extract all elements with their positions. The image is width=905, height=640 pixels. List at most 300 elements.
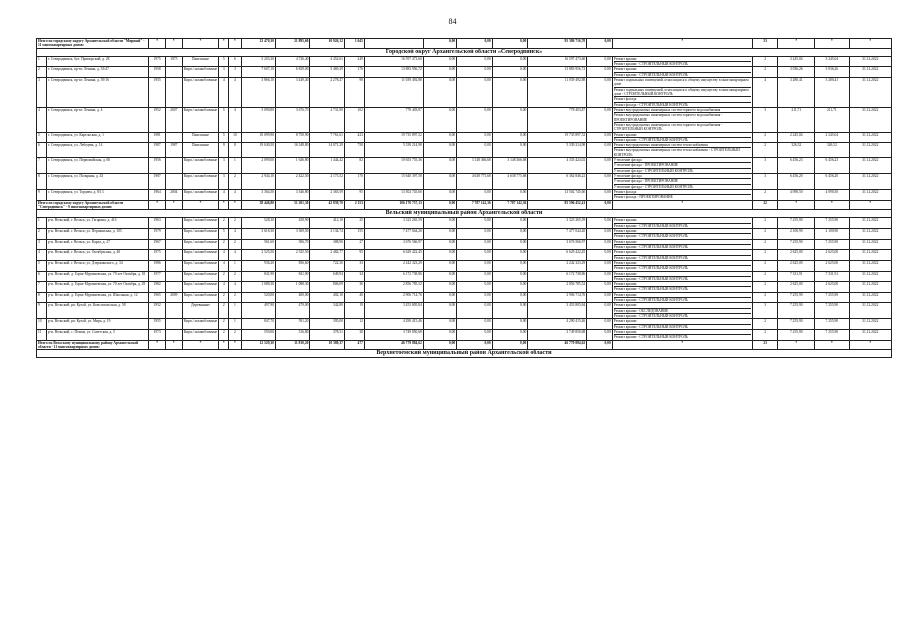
row-floors: 5 [219, 56, 229, 67]
total-fund-3: 7 787 142,36 [492, 200, 528, 210]
row-max-cost: 6 456,23 [815, 158, 849, 174]
row-floors: 9 [219, 143, 229, 158]
row-year-overhaul [165, 271, 182, 282]
row-entrances: 1 [229, 158, 241, 174]
row-cost: 3 749 850,68 [364, 329, 423, 340]
total-area-living: 21 895,60 [276, 39, 310, 49]
row-area-living: 591,20 [276, 319, 310, 330]
row-area-residential: 7 761,61 [310, 132, 344, 143]
row-area-living: 856,60 [276, 260, 310, 271]
row-completion-date: 31.12.2022 [849, 189, 891, 200]
row-completion-date: 31.12.2022 [849, 174, 891, 190]
row-area-living: 16 348,80 [276, 143, 310, 158]
row-cost: 3 323 265,59 [364, 218, 423, 229]
page-number: 84 [448, 17, 457, 26]
total-mark: * [182, 340, 219, 350]
work-item: Ремонт фасада - ПРОЕКТИРОВАНИЕ [613, 195, 673, 200]
row-units: 2 [752, 282, 778, 293]
total-area-residential: 10 380,37 [310, 340, 344, 350]
row-units: 2 [752, 218, 778, 229]
row-area-living: 841,90 [276, 271, 310, 282]
row-number: 9 [37, 189, 47, 200]
row-completion-date: 31.12.2022 [849, 143, 891, 158]
row-cost: 2 856 785,52 [364, 282, 423, 293]
row-number: 4 [37, 107, 47, 132]
total-mark: * [182, 39, 219, 49]
row-unit-cost: 4 090,50 [778, 189, 815, 200]
row-fund-local: 19 735 897,52 [528, 132, 587, 143]
row-year-built: 1956 [149, 158, 166, 174]
row-entrances: 2 [229, 271, 241, 282]
row-year-built: 1967 [149, 239, 166, 250]
work-item: Ремонт крыши [614, 282, 751, 287]
table-row [37, 303, 892, 319]
row-area-total: 3 090,80 [241, 107, 275, 132]
total-residents: 477 [344, 340, 364, 350]
row-fund-2: 0,00 [457, 260, 493, 271]
row-area-residential: 395,00 [310, 319, 344, 330]
total-mark: * [182, 200, 219, 210]
row-number: 6 [37, 143, 47, 158]
row-area-living: 4 726,40 [276, 56, 310, 67]
row-floors: 5 [219, 229, 229, 240]
row-fund-local: 6 362 846,22 [528, 174, 587, 190]
total-cost: 106 170 737,13 [364, 200, 423, 210]
row-unit-cost: 7 255,90 [778, 329, 815, 340]
row-works [612, 239, 752, 250]
total-mark: * [219, 200, 229, 210]
row-residents: 27 [344, 239, 364, 250]
total-units: 23 [752, 340, 778, 350]
row-area-total: 528,30 [241, 218, 275, 229]
row-max-cost: 326,52 [815, 143, 849, 158]
work-item: Утепление фасада - СТРОИТЕЛЬНЫЙ КОНТРОЛЬ [613, 168, 694, 173]
row-wall-material: Деревянные [182, 303, 219, 319]
table-row [37, 143, 892, 158]
work-item: Ремонт крыши - СТРОИТЕЛЬНЫЙ КОНТРОЛЬ [613, 298, 688, 303]
work-item: Ремонт крыши [614, 272, 751, 277]
row-area-living: 400,00 [276, 292, 310, 303]
total-mark: * [149, 340, 166, 350]
work-item: Ремонт подвальных помещений, относящихся к общему имуществу в многоквартирном доме [614, 78, 751, 88]
row-floors: 3 [219, 67, 229, 78]
row-unit-cost: 2 245,04 [778, 132, 815, 143]
row-fund-2: 0,00 [457, 218, 493, 229]
total-fund-local: 46 779 884,62 [528, 340, 587, 350]
row-fund-2: 0,00 [457, 239, 493, 250]
row-fund-2: 0,00 [457, 319, 493, 330]
row-residents: 155 [344, 229, 364, 240]
row-area-total: 10 099,90 [241, 132, 275, 143]
row-fund-owners: 0,00 [587, 189, 613, 200]
row-fund-1: 0,00 [423, 189, 456, 200]
row-fund-3: 0,00 [492, 239, 528, 250]
row-residents: 34 [344, 271, 364, 282]
work-item: Утепление фасада [614, 174, 751, 179]
row-fund-2: 3 148 366,68 [457, 158, 493, 174]
row-year-built: 1973 [149, 329, 166, 340]
row-area-residential: 2 731,90 [310, 107, 344, 132]
row-wall-material: Кирп./ шлакоблочные [182, 189, 219, 200]
row-fund-1: 0,00 [423, 107, 456, 132]
row-max-cost: 3 280,41 [815, 78, 849, 108]
repair-register-table [36, 38, 892, 358]
row-year-built: 1958 [149, 67, 166, 78]
row-year-built: 1965 [149, 292, 166, 303]
row-unit-cost: 3 280,41 [778, 78, 815, 108]
row-fund-3: 0,00 [492, 143, 528, 158]
work-item: Ремонт крыши [614, 261, 751, 266]
row-fund-owners: 0,00 [587, 260, 613, 271]
row-completion-date: 31.12.2022 [849, 229, 891, 240]
row-floors: 2 [219, 239, 229, 250]
region-header [37, 210, 892, 218]
row-works [612, 189, 752, 200]
row-fund-3: 4 638 775,68 [492, 174, 528, 190]
row-completion-date: 31.12.2022 [849, 239, 891, 250]
row-works [612, 132, 752, 143]
table-row [37, 107, 892, 132]
work-item: Утепление фасада - ПРОЕКТИРОВАНИЕ [614, 163, 751, 168]
row-entrances: 4 [229, 229, 241, 240]
row-units: 2 [752, 189, 778, 200]
total-fund-owners: 0,00 [587, 200, 613, 210]
table-row [37, 189, 892, 200]
total-fund-3: 0,00 [492, 39, 528, 49]
row-wall-material: Кирп./ шлакоблочные [182, 107, 219, 132]
table-row [37, 292, 892, 303]
work-item: Ремонт крыши - СТРОИТЕЛЬНЫЙ КОНТРОЛЬ [613, 314, 688, 318]
work-item: Ремонт крыши - СТРОИТЕЛЬНЫЙ КОНТРОЛЬ [613, 324, 688, 329]
row-completion-date: 31.12.2022 [849, 329, 891, 340]
row-wall-material: Кирп./ шлакоблочные [182, 229, 219, 240]
table-row [37, 239, 892, 250]
row-number: 7 [37, 282, 47, 293]
row-year-overhaul [165, 174, 182, 190]
row-unit-cost: 2 625,00 [778, 250, 815, 261]
row-fund-1: 0,00 [423, 218, 456, 229]
row-units: 3 [752, 174, 778, 190]
total-mark: * [815, 39, 849, 49]
row-fund-owners: 0,00 [587, 56, 613, 67]
region-header [37, 48, 892, 56]
region-name: Вельский муниципальный район Архангельской области [37, 210, 892, 218]
total-mark: * [778, 39, 815, 49]
row-area-living: 458,90 [276, 218, 310, 229]
row-cost: 16 597 473,60 [364, 56, 423, 67]
row-fund-3: 0,00 [492, 260, 528, 271]
work-item: Ремонт фасада - СТРОИТЕЛЬНЫЙ КОНТРОЛЬ [613, 102, 688, 107]
row-fund-2: 0,00 [457, 329, 493, 340]
row-completion-date: 31.12.2022 [849, 319, 891, 330]
row-fund-2: 0,00 [457, 189, 493, 200]
work-item: Ремонт внутридомовых инженерных систем горячего водоснабжения - ПРОЕКТИРОВАНИЕ [614, 113, 751, 123]
row-entrances: 6 [229, 56, 241, 67]
row-address: г. Северодвинск, бул. Приморский, д. 28 [47, 56, 149, 67]
row-works [612, 271, 752, 282]
row-fund-2: 0,00 [457, 271, 493, 282]
row-units: 2 [752, 56, 778, 67]
row-year-built: 1986 [149, 260, 166, 271]
row-year-built: 1955 [149, 78, 166, 108]
total-area-residential: 10 926,12 [310, 39, 344, 49]
row-wall-material: Кирп./ шлакоблочные [182, 329, 219, 340]
row-residents: 30 [344, 329, 364, 340]
total-units: 53 [752, 39, 778, 49]
total-mark: * [229, 340, 241, 350]
total-label: Итого по Вельскому муниципальному району Архангельской области - 11 многоквартирных домов: [37, 340, 149, 350]
row-year-built: 1952 [149, 303, 166, 319]
row-number: 3 [37, 78, 47, 108]
row-unit-cost: 6 456,20 [778, 174, 815, 190]
row-cost: 778 403,87 [364, 107, 423, 132]
total-fund-3: 0,00 [492, 340, 528, 350]
row-floors: 3 [219, 158, 229, 174]
row-fund-local: 3 453 805,84 [528, 303, 587, 319]
row-fund-owners: 0,00 [587, 229, 613, 240]
row-year-overhaul [165, 229, 182, 240]
row-residents: 12 [344, 319, 364, 330]
work-item: Ремонт крыши [614, 330, 751, 335]
row-area-total: 497,90 [241, 303, 275, 319]
row-area-total: 3 364,50 [241, 189, 275, 200]
row-fund-local: 3 749 850,68 [528, 329, 587, 340]
region-header [37, 350, 892, 358]
total-area-residential: 42 839,70 [310, 200, 344, 210]
row-fund-owners: 0,00 [587, 107, 613, 132]
row-units: 2 [752, 271, 778, 282]
row-area-residential: 14 071,29 [310, 143, 344, 158]
row-residents: 249 [344, 56, 364, 67]
row-number: 2 [37, 67, 47, 78]
work-item: Ремонт крыши - СТРОИТЕЛЬНЫЙ КОНТРОЛЬ [613, 72, 688, 77]
row-fund-owners: 0,00 [587, 143, 613, 158]
row-fund-local: 4 335 424,02 [528, 158, 587, 174]
row-area-total: 841,90 [241, 271, 275, 282]
row-address: г. Северодвинск, пр-кт. Ленина, д. 4 [47, 107, 149, 132]
table-row [37, 174, 892, 190]
row-residents: 758 [344, 143, 364, 158]
row-area-total: 847,70 [241, 319, 275, 330]
total-fund-2: 7 787 142,36 [457, 200, 493, 210]
row-year-overhaul [165, 67, 182, 78]
row-fund-2: 0,00 [457, 132, 493, 143]
row-address: р-н. Вельский, д. Горка-Муравьевская, ул. Школьная, д. 12 [47, 292, 149, 303]
row-fund-3: 0,00 [492, 292, 528, 303]
row-works [612, 67, 752, 78]
total-fund-1: 0,00 [423, 39, 456, 49]
total-mark: * [165, 200, 182, 210]
total-mark: * [229, 200, 241, 210]
row-max-cost: 2 625,00 [815, 250, 849, 261]
row-fund-2: 0,00 [457, 67, 493, 78]
row-wall-material: Кирп./ шлакоблочные [182, 271, 219, 282]
row-number: 8 [37, 174, 47, 190]
row-area-residential: 3 134,74 [310, 229, 344, 240]
row-residents: 102 [344, 107, 364, 132]
row-fund-3: 0,00 [492, 319, 528, 330]
row-fund-owners: 0,00 [587, 271, 613, 282]
table-row [37, 282, 892, 293]
row-area-total: 7 607,10 [241, 67, 275, 78]
row-fund-3: 3 148 366,68 [492, 158, 528, 174]
row-area-residential: 2 365,59 [310, 189, 344, 200]
total-works-mark: * [612, 39, 752, 49]
row-address: г. Северодвинск, пр-кт. Ленина, д. 33/47 [47, 67, 149, 78]
row-wall-material: Кирп./ шлакоблочные [182, 78, 219, 108]
row-area-total: 2 525,50 [241, 250, 275, 261]
row-year-overhaul: 1987 [165, 143, 182, 158]
row-address: г. Северодвинск, пр-кт. Ленина, д. 39/16 [47, 78, 149, 108]
table-row [37, 329, 892, 340]
work-item: Ремонт крыши [614, 293, 751, 298]
row-area-living: 8 750,90 [276, 132, 310, 143]
total-fund-local: 85 596 452,41 [528, 200, 587, 210]
row-floors: 4 [219, 189, 229, 200]
row-fund-owners: 0,00 [587, 67, 613, 78]
row-fund-owners: 0,00 [587, 250, 613, 261]
row-floors: 2 [219, 319, 229, 330]
total-units: 22 [752, 200, 778, 210]
total-row-mirny [37, 39, 892, 49]
row-wall-material: Кирп./ шлакоблочные [182, 174, 219, 190]
row-floors: 3 [219, 174, 229, 190]
total-works-mark: * [612, 200, 752, 210]
row-units: 2 [752, 239, 778, 250]
region-name: Городской округ Архангельской области «Северодвинск» [37, 48, 892, 56]
total-cost: 46 779 884,62 [364, 340, 423, 350]
work-item: Ремонт крыши - СТРОИТЕЛЬНЫЙ КОНТРОЛЬ [613, 287, 688, 292]
row-number: 10 [37, 319, 47, 330]
row-max-cost: 2 100,90 [815, 229, 849, 240]
total-mark: * [815, 340, 849, 350]
row-units: 2 [752, 329, 778, 340]
row-fund-2: 0,00 [457, 107, 493, 132]
total-fund-1: 0,00 [423, 340, 456, 350]
row-cost: 3 676 566,97 [364, 239, 423, 250]
total-fund-1: 0,00 [423, 200, 456, 210]
total-row-region [37, 200, 892, 210]
row-area-residential: 388,90 [310, 239, 344, 250]
row-year-overhaul [165, 158, 182, 174]
row-fund-local: 16 597 473,60 [528, 56, 587, 67]
row-area-living: 3 346,80 [276, 189, 310, 200]
row-fund-local: 2 856 785,52 [528, 282, 587, 293]
row-fund-3: 0,00 [492, 303, 528, 319]
row-fund-local: 7 477 044,20 [528, 229, 587, 240]
row-completion-date: 31.12.2022 [849, 282, 891, 293]
row-fund-1: 0,00 [423, 303, 456, 319]
row-completion-date: 31.12.2022 [849, 250, 891, 261]
total-mark: * [229, 39, 241, 49]
work-item: Ремонт подвальных помещений, относящихся к общему имуществу в многоквартирном доме - СТРОИТЕЛЬНЫЙ КОНТРОЛЬ [614, 88, 751, 98]
table-row [37, 250, 892, 261]
total-mark: * [149, 200, 166, 210]
row-fund-3: 0,00 [492, 56, 528, 67]
row-fund-local: 2 242 323,29 [528, 260, 587, 271]
row-entrances: 1 [229, 319, 241, 330]
row-fund-3: 0,00 [492, 329, 528, 340]
row-max-cost: 7 255,90 [815, 319, 849, 330]
row-year-overhaul [165, 250, 182, 261]
row-fund-3: 0,00 [492, 218, 528, 229]
work-item: Утепление фасада - СТРОИТЕЛЬНЫЙ КОНТРОЛЬ [613, 184, 694, 189]
row-floors: 2 [219, 292, 229, 303]
row-address: р-н. Вельский, рп. Кулой, ул. Мира, д. 19 [47, 319, 149, 330]
row-fund-2: 4 638 775,68 [457, 174, 493, 190]
row-residents: 170 [344, 174, 364, 190]
row-area-total: 561,60 [241, 239, 275, 250]
row-fund-owners: 0,00 [587, 132, 613, 143]
row-area-living: 2 525,50 [276, 250, 310, 261]
row-address: р-н. Вельский, г. Вельск, ул. Дзержинского, д. 34 [47, 260, 149, 271]
row-fund-local: 6 629 422,45 [528, 250, 587, 261]
work-item: Ремонт крыши - СТРОИТЕЛЬНЫЙ КОНТРОЛЬ [613, 255, 688, 260]
row-max-cost: 2 625,00 [815, 260, 849, 271]
row-max-cost: 2 245,04 [815, 132, 849, 143]
work-item: Ремонт крыши - СТРОИТЕЛЬНЫЙ КОНТРОЛЬ [613, 62, 688, 67]
row-area-total: 2 944,10 [241, 174, 275, 190]
row-fund-1: 0,00 [423, 260, 456, 271]
row-residents: 423 [344, 132, 364, 143]
row-address: р-н. Вельский, г. Вельск, ул. Карла, д. 27 [47, 239, 149, 250]
row-fund-3: 0,00 [492, 78, 528, 108]
work-item: Утепление фасада - ПРОЕКТИРОВАНИЕ [614, 179, 751, 184]
row-fund-owners: 0,00 [587, 282, 613, 293]
row-year-overhaul [165, 260, 182, 271]
row-area-total: 936,20 [241, 260, 275, 271]
row-unit-cost: 7 255,90 [778, 218, 815, 229]
table-row [37, 218, 892, 229]
row-fund-local: 3 676 566,97 [528, 239, 587, 250]
row-wall-material: Кирп./ шлакоблочные [182, 239, 219, 250]
row-number: 1 [37, 56, 47, 67]
row-fund-owners: 0,00 [587, 218, 613, 229]
row-year-built: 1979 [149, 229, 166, 240]
row-unit-cost: 3 036,26 [778, 67, 815, 78]
row-fund-owners: 0,00 [587, 319, 613, 330]
row-fund-1: 0,00 [423, 292, 456, 303]
row-year-built: 1977 [149, 271, 166, 282]
row-unit-cost: 7 255,90 [778, 292, 815, 303]
row-residents: 36 [344, 282, 364, 293]
row-number: 9 [37, 303, 47, 319]
work-item: Ремонт крыши [614, 319, 751, 324]
work-item: Ремонт крыши - СТРОИТЕЛЬНЫЙ КОНТРОЛЬ [613, 244, 688, 249]
row-units: 2 [752, 292, 778, 303]
row-fund-1: 0,00 [423, 239, 456, 250]
row-number: 2 [37, 229, 47, 240]
row-area-total: 559,00 [241, 329, 275, 340]
row-fund-2: 0,00 [457, 250, 493, 261]
row-entrances: 4 [229, 250, 241, 261]
row-floors: 2 [219, 218, 229, 229]
table-row [37, 67, 892, 78]
row-area-residential: 2 482,77 [310, 250, 344, 261]
row-floors: 2 [219, 271, 229, 282]
row-cost: 13 883 956,72 [364, 67, 423, 78]
row-max-cost: 7 255,90 [815, 239, 849, 250]
row-area-residential: 4 452,61 [310, 56, 344, 67]
row-area-living: 3 449,40 [276, 78, 310, 108]
row-fund-2: 0,00 [457, 292, 493, 303]
row-floors: 4 [219, 260, 229, 271]
row-units: 2 [752, 319, 778, 330]
row-wall-material: Кирп./ шлакоблочные [182, 292, 219, 303]
row-units: 2 [752, 260, 778, 271]
row-works [612, 229, 752, 240]
total-mark: * [849, 39, 891, 49]
